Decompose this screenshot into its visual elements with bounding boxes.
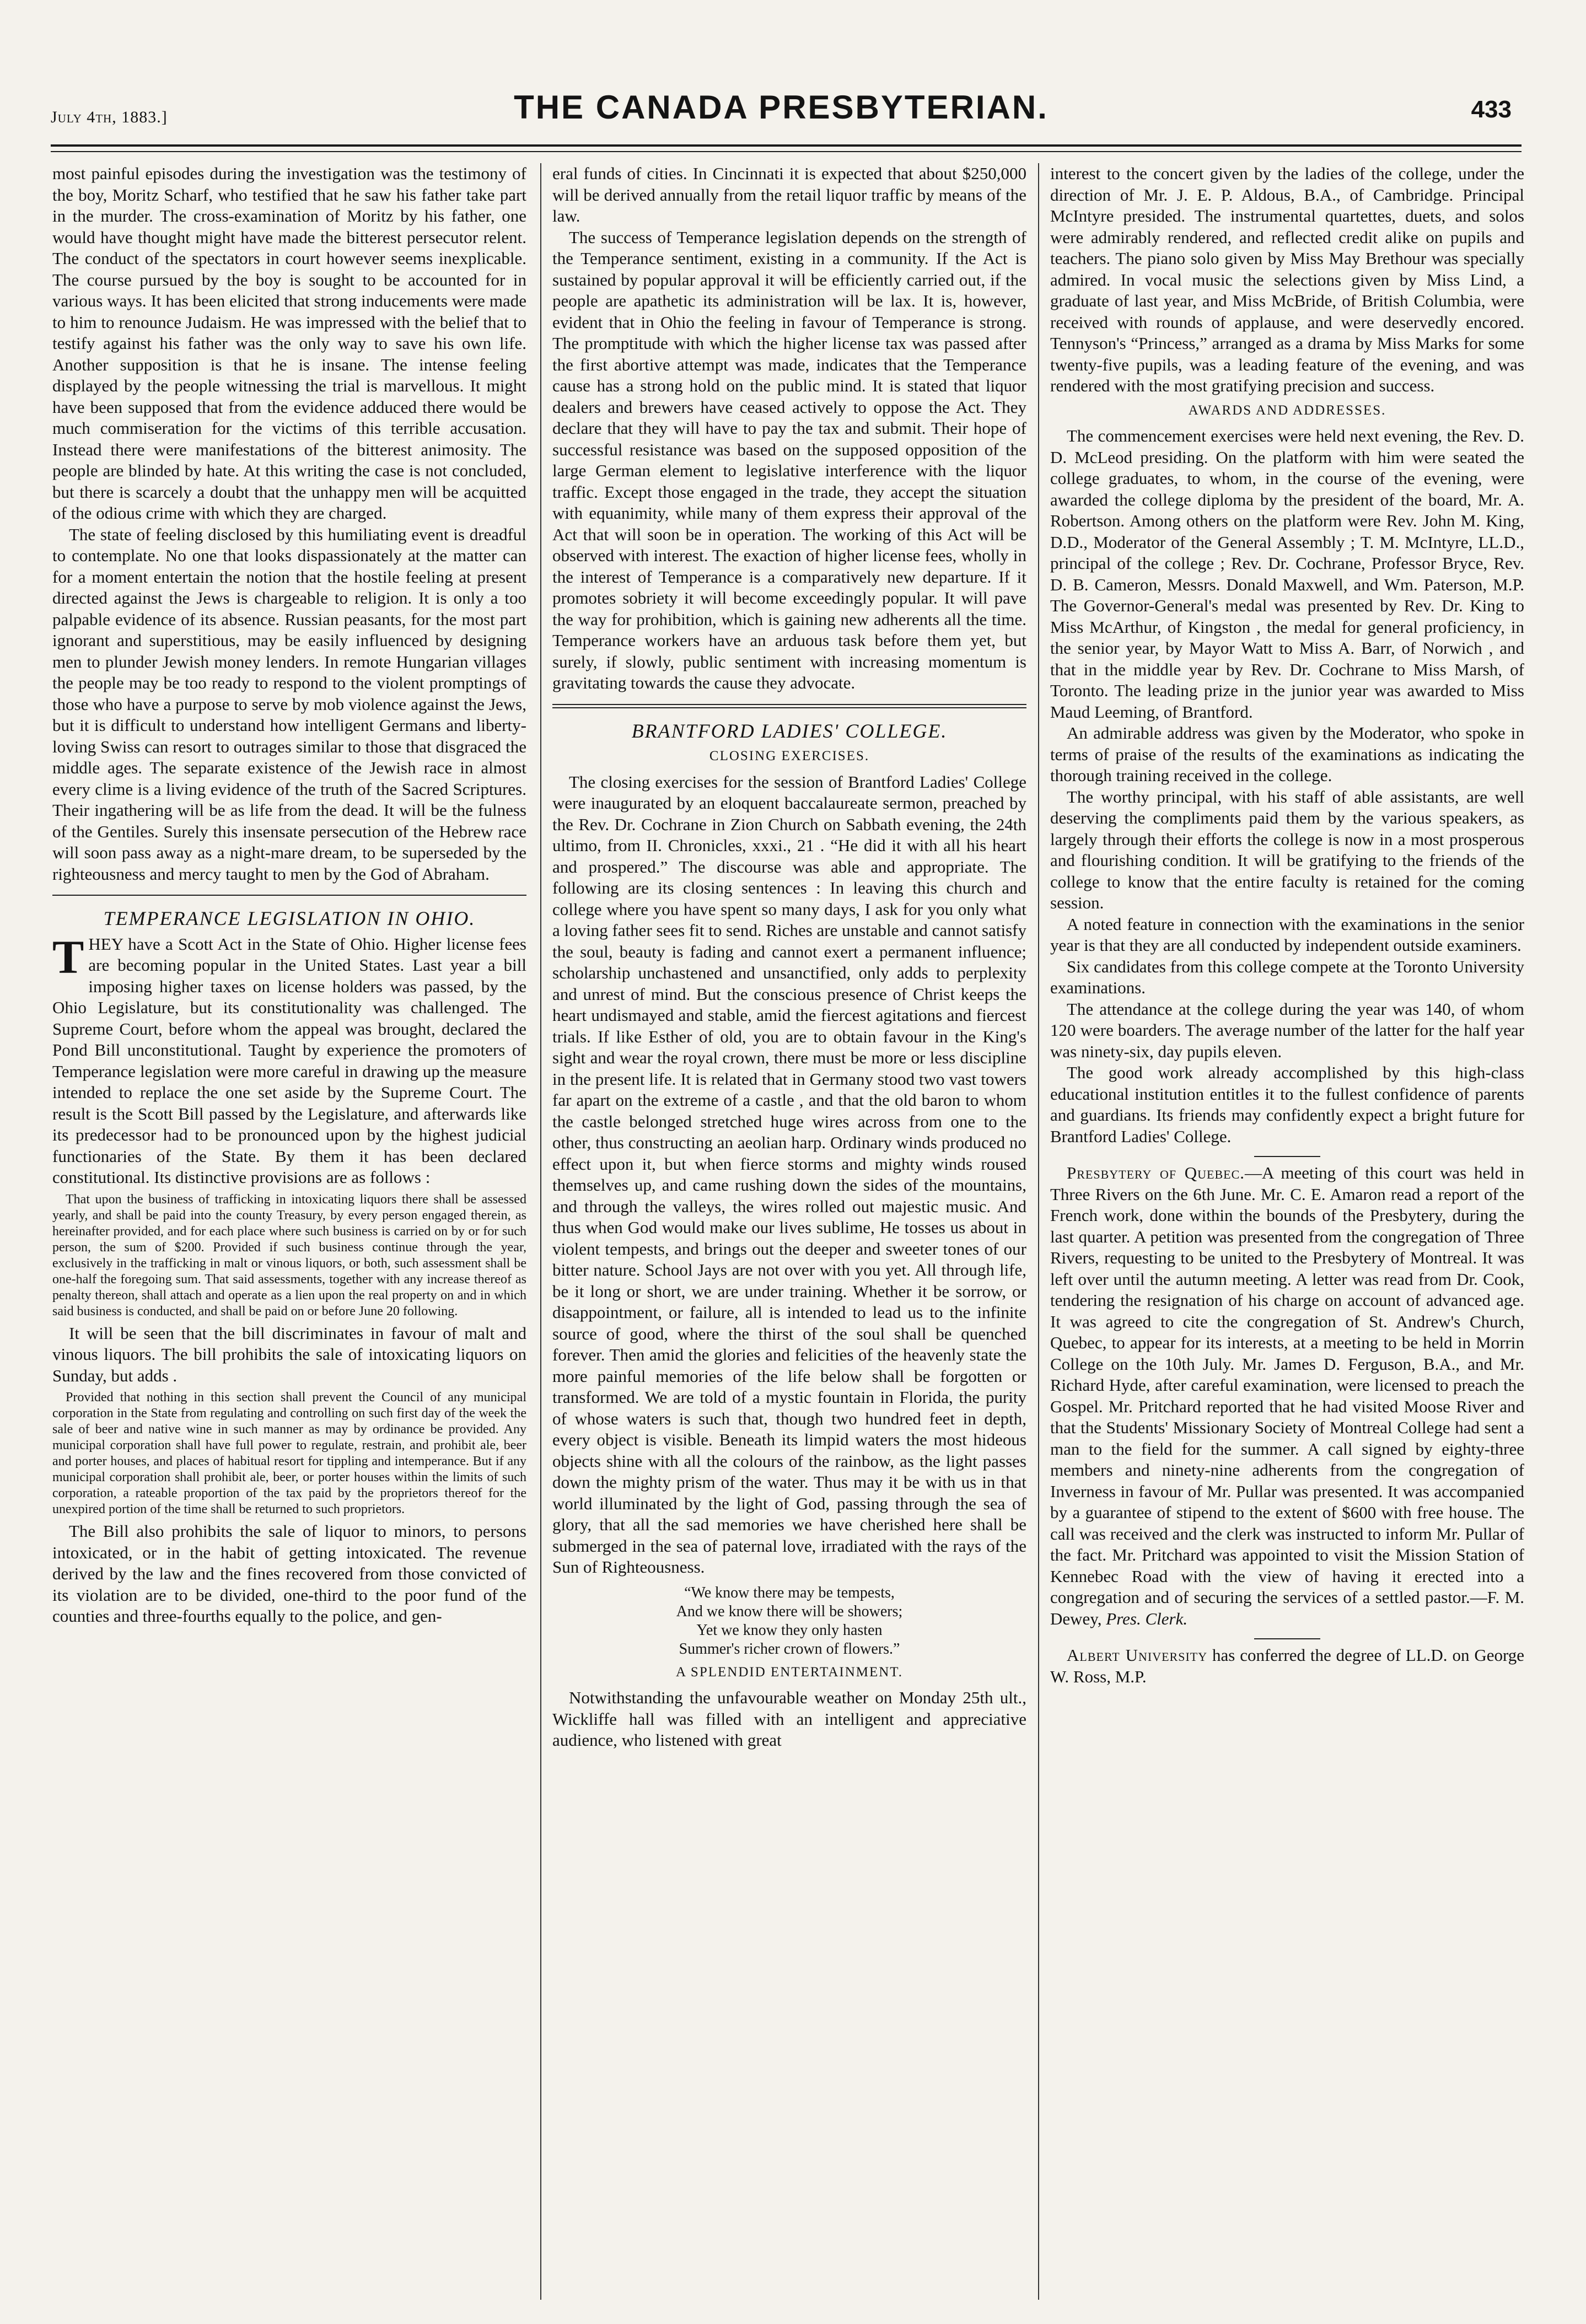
verse-line: Summer's richer crown of flowers.” (679, 1640, 900, 1658)
page-number: 433 (1471, 96, 1512, 123)
article-paragraph: The commencement exercises were held next evening, the Rev. D. D. McLeod presiding. On the platform with him were seated the college graduates, to whom, in the course of the evening, were awarded the college diploma by the president of the board, Mr. A. Robertson. Among others on the platform were Rev. John M. King, D.D., Moderator of the General Assembly ; T. M. McIntyre, LL.D., principal of the college ; Rev. Dr. Cochrane, Professor Bryce, Rev. D. B. Cameron, Messrs. Donald Maxwell, and Wm. Paterson, M.P. The Governor-General's medal was presented by Rev. Dr. King to Miss McArthur, of Kingston , the medal for general proficiency, in the senior year, by Mayor Watt to Miss A. Barr, of Norwich , and that in the middle year by Rev. Dr. Cochrane to Miss Marsh, of Toronto. The leading prize in the junior year was awarded to Miss Maud Leeming, of Brantford. (1050, 426, 1524, 722)
verse-line: “We know there may be tempests, (684, 1584, 895, 1601)
article-paragraph: The Bill also prohibits the sale of liquor to minors, to persons intoxicated, or in the habit of getting intoxicated. The revenue derived by the law and the fines recovered from those convicted of its violation are to be divided, one-third to the poor fund of the counties and three-fourths equally to the police, and gen- (52, 1521, 526, 1626)
section-rule (552, 707, 1026, 708)
article-subhead: A SPLENDID ENTERTAINMENT. (676, 1664, 903, 1680)
verse-quote (552, 1584, 1026, 1659)
verse-line: Yet we know they only hasten (696, 1621, 883, 1639)
article-headline: TEMPERANCE LEGISLATION IN OHIO. (103, 907, 476, 929)
masthead-rule (51, 144, 1522, 147)
article-headline: BRANTFORD LADIES' COLLEGE. (631, 719, 948, 742)
signature-title: Pres. Clerk. (1106, 1608, 1188, 1628)
article-paragraph: most painful episodes during the investigation was the testimony of the boy, Moritz Scharf, who testified that he saw his father take part in the murder. The cross-examination of Moritz by his father, one would have thought might have made the bitterest persecutor relent. The conduct of the spectators in court however seems inexplicable. The course pursued by the boy is sought to be accounted for in various ways. It has been elicited that strong inducements were made to him to renounce Judaism. He was impressed with the belief that to testify against his father was the only way to save his own life. Another supposition is that he is insane. The intense feeling displayed by the people witnessing the trial is marvellous. It might have been supposed that from the evidence adduced there would be much commiseration for the victims of this terrible accusation. Instead there were manifestations of the bitterest animosity. The people are blinded by hate. At this writing the case is not concluded, but there is scarcely a doubt that the unhappy men will be acquitted of the odious crime with which they are charged. (52, 164, 526, 523)
article-paragraph: It will be seen that the bill discriminates in favour of malt and vinous liquors. The bill prohibits the sale of intoxicating liquors on Sunday, but adds . (52, 1323, 526, 1385)
article-paragraph: interest to the concert given by the ladies of the college, under the direction of Mr. J. E. P. Aldous, B.A., of Cambridge. Principal McIntyre presided. The instrumental quartettes, duets, and solos were admirably rendered, and reflected credit alike on pupils and teachers. The piano solo given by Miss May Brethour was specially admired. In vocal music the selections given by Miss Lind, a graduate of last year, and Miss McBride, of British Columbia, were received with rounds of applause, and were deservedly encored. Tennyson's “Princess,” arranged as a drama by Miss Marks for some twenty-five pupils, was a leading feature of the evening, and was rendered with the most gratifying precision and success. (1050, 164, 1524, 395)
article-subhead: CLOSING EXERCISES. (709, 749, 870, 763)
article-paragraph (1050, 1645, 1524, 1687)
article-paragraph-text: —A meeting of this court was held in Three Rivers on the 6th June. Mr. C. E. Amaron read a report of the French work, done within the bounds of the Presbytery, during the last quarter. A petition was presented from the congregation of Three Rivers, requesting to be united to the Presbytery of Montreal. It was left over until the autumn meeting. A letter was read from Dr. Cook, tendering the resignation of his charge on account of advanced age. It was agreed to cite the congregation of St. Andrew's Church, Quebec, to appear for its interests, at a meeting to be held in Morrin College on the 10th July. Mr. James D. Ferguson, B.A., and Mr. Richard Hyde, after careful examination, were licensed to preach the Gospel. Mr. Pritchard reported that he had visited Moose River and that the Students' Missionary Society of Montreal College had sent a man to the field for the summer. A call signed by eighty-three members and ninety-nine adherents from the congregation of Inverness in favour of Mr. Pullar was presented. It was accompanied by a guarantee of stipend to the extent of $600 with free house. The call was received and the clerk was instructed to inform Mr. Pullar of the fact. Mr. Pritchard was appointed to visit the Mission Station of Kennebec Road with the view of having it erected into a congregation and of securing the services of a settled pastor.—F. M. Dewey, (1050, 1163, 1524, 1628)
article-paragraph (1050, 1163, 1524, 1629)
article-paragraph: The state of feeling disclosed by this humiliating event is dreadful to contemplate. No one that looks dispassionately at the matter can for a moment entertain the notion that the hostile feeling at present directed against the Jews is chargeable to religion. It is only a too palpable evidence of its absence. Russian peasants, for the most part ignorant and superstitious, may be easily influenced by designing men to plunder Jewish money lenders. In remote Hungarian villages the people may be too ready to respond to the violent promptings of those who have a purpose to serve by mob violence against the Jews, but it is difficult to understand how intelligent Germans and liberty-loving Swiss can resort to outrages similar to those that disgraced the middle ages. The separate existence of the Jewish race in almost every clime is a living evidence of the truth of the Sacred Scriptures. Their ingathering will be as life from the dead. It will be the fulness of the Gentiles. Surely this insensate persecution of the Hebrew race will soon pass away as a night-mare dream, to be superseded by the righteousness and mercy taught to men by the God of Abraham. (52, 524, 526, 884)
article-paragraph-text: HEY have a Scott Act in the State of Ohio. Higher license fees are becoming popular in the United States. Last year a bill imposing higher taxes on license holders was passed, by the Ohio Legislature, but its constitutionality was challenged. The Supreme Court, before whom the appeal was brought, declared the Pond Bill unconstitutional. Taught by experience the promoters of Temperance legislation were more careful in drawing up the measure intended to replace the one set aside by the Supreme Court. The result is the Scott Bill passed by the Legislature, and afterwards like its predecessor had to be pronounced upon by the highest judicial functionaries of the State. By them it has been declared constitutional. Its distinctive provisions are as follows : (52, 934, 526, 1187)
column-2 (552, 163, 1026, 1751)
column-divider (540, 163, 541, 2300)
article-paragraph: The success of Temperance legislation depends on the strength of the Temperance sentiment, existing in a community. If the Act is sustained by popular approval it will be efficiently carried out, if the people are apathetic its administration will be lax. It is, however, evident that in Ohio the feeling in favour of Temperance is strong. The promptitude with which the higher license tax was passed after the first abortive attempt was made, indicates that the Temperance cause has a strong hold on the public mind. It is stated that liquor dealers and brewers have ceased actively to oppose the Act. They declare that they will have to pay the tax and submit. Their hope of successful resistance was based on the supposed opposition of the large German element to legislative interference with the liquor traffic. Except those engaged in the trade, they accept the situation with equanimity, while many of them express their approval of the Act that will soon be in operation. The working of this Act will be observed with interest. The exaction of higher license fees, wholly in the interest of Temperance is a comparatively new departure. If it promotes sobriety it will become exceedingly popular. It will pave the way for prohibition, which is gaining new adherents all the time. Temperance workers have an arduous task before them yet, but surely, if slowly, public sentiment with increasing momentum is gravitating towards the cause they advocate. (552, 227, 1026, 692)
article-paragraph-text: has conferred the degree of LL.D. on George W. Ross, M.P. (1050, 1645, 1525, 1686)
paragraph-lead: Presbytery of Quebec. (1067, 1163, 1245, 1182)
article-paragraph: The good work already accomplished by this high-class educational institution entitles it to the fullest confidence of parents and guardians. Its friends may confidently expect a bright future for Brantford Ladies' College. (1050, 1063, 1524, 1146)
article-paragraph: The worthy principal, with his staff of able assistants, are well deserving the compliments paid them by the various speakers, as largely through their efforts the college is now in a most prosperous and flourishing condition. It will be gratifying to the friends of the college to know that the entire faculty is retained for the coming session. (1050, 787, 1524, 912)
paragraph-lead: Albert University (1067, 1645, 1208, 1665)
article-paragraph: eral funds of cities. In Cincinnati it is expected that about $250,000 will be derived annually from the retail liquor traffic by means of the law. (552, 164, 1026, 225)
section-rule (52, 895, 526, 896)
article-paragraph: Notwithstanding the unfavourable weather on Monday 25th ult., Wickliffe hall was filled with an intelligent and appreciative audience, who listened with great (552, 1688, 1026, 1750)
article-paragraph: Six candidates from this college compete at the Toronto University examinations. (1050, 956, 1524, 997)
article-subhead: AWARDS AND ADDRESSES. (1188, 402, 1386, 418)
newspaper-title: THE CANADA PRESBYTERIAN. (514, 89, 1049, 126)
article-paragraph: A noted feature in connection with the examinations in the senior year is that they are all conducted by independent outside examiners. (1050, 914, 1524, 955)
article-paragraph: An admirable address was given by the Moderator, who spoke in terms of praise of the results of the examinations as indicating the thorough training received in the college. (1050, 723, 1524, 785)
masthead (51, 88, 1512, 138)
section-rule (1254, 1156, 1320, 1157)
verse-line: And we know there will be showers; (676, 1602, 903, 1620)
column-3 (1050, 163, 1524, 1687)
quoted-statute: That upon the business of trafficking in intoxicating liquors there shall be assessed yearly, and shall be paid into the county Treasury, by every person engaged therein, as hereinafter provided, and for each place where such business is carried on by or for such person, the sum of $200. Provided if such business continue through the year, exclusively in the trafficking in malt or vinous liquors, or both, such assessment shall be one-half the foregoing sum. That said assessments, together with any increase thereof as penalty thereon, shall attach and operate as a lien upon the real property on and in which said business is conducted, and shall be paid on or before June 20 following. (52, 1192, 526, 1319)
article-paragraph: The attendance at the college during the year was 140, of whom 120 were boarders. The average number of the latter for the half year was ninety-six, day pupils eleven. (1050, 999, 1524, 1061)
issue-date: July 4th, 1883.] (51, 108, 168, 126)
section-rule (552, 704, 1026, 705)
section-rule (1254, 1638, 1320, 1639)
quoted-statute: Provided that nothing in this section shall prevent the Council of any municipal corporation in the State from regulating and controlling on such first day of the week the sale of beer and native wine in such manner as may by ordinance be provided. Any municipal corporation shall have full power to regulate, restrain, and prohibit ale, beer and porter houses, and places of habitual resort for tippling and intemperance. But if any municipal corporation shall prohibit ale, beer, or porter houses within the limits of such corporation, a rateable proportion of the tax paid by the proprietors thereof for the unexpired portion of the time shall be returned to such proprietors. (52, 1390, 526, 1516)
masthead-rule-thin (51, 151, 1522, 152)
article-paragraph: The closing exercises for the session of Brantford Ladies' College were inaugurated by an eloquent baccalaureate sermon, preached by the Rev. Dr. Cochrane in Zion Church on Sabbath evening, the 24th ultimo, from II. Chronicles, xxxi., 21 . “He did it with all his heart and prospered.” The discourse was able and appropriate. The following are its closing sentences : In leaving this church and college where you have spent so many days, I ask for you only what a loving father sees fit to send. Riches are unstable and cannot satisfy the soul, beauty is fading and cannot exert a permanent influence; scholarship unchastened and unsanctified, only adds to perplexity and unrest of mind. But the conscious presence of Christ keeps the heart undismayed and stable, amid the fiercest agitations and fiercest trials. If like Esther of old, you are to obtain favour in the King's sight and wear the royal crown, there must be more or less discipline in the present life. It is related that in Germany stood two vast towers far apart on the extreme of a castle , and that the old baron to whom the castle belonged stretched huge wires across from one to the other, thus constructing an aeolian harp. Ordinary winds produced no effect upon it, but when fierce storms and mighty winds roused themselves up, and came rushing down the sides of the mountains, and through the valleys, the wires rolled out majestic music. And thus when God would make our lives sublime, He tosses us about in violent tempests, and brings out the deeper and sweeter tones of our bitter nature. School Jays are not over with you yet. All through life, be it long or short, we are under training. Whether it be sorrow, or disappointment, or failure, all is intended to lead us to the infinite source of good, where the thirst of the soul shall be quenched forever. Then amid the glories and felicities of the heavenly state the more painful memories of the life below shall be forgotten or transformed. We are told of a mystic fountain in Florida, the purity of whose waters is such that, though two hundred feet in depth, every object is visible. Beneath its limpid waters the most hideous objects shine with all the colours of the rainbow, as the light passes down the mighty prism of the water. Thus may it be with us in that world illuminated by the light of God, passing through the sea of glory, that all the sad memories we have cherished here shall be submerged in the sea of paternal love, irradiated with the rays of the Sun of Righteousness. (552, 772, 1026, 1577)
column-divider (1038, 163, 1039, 2300)
article-paragraph (52, 930, 526, 1188)
drop-cap: T (52, 930, 84, 983)
column-1 (52, 163, 526, 1627)
